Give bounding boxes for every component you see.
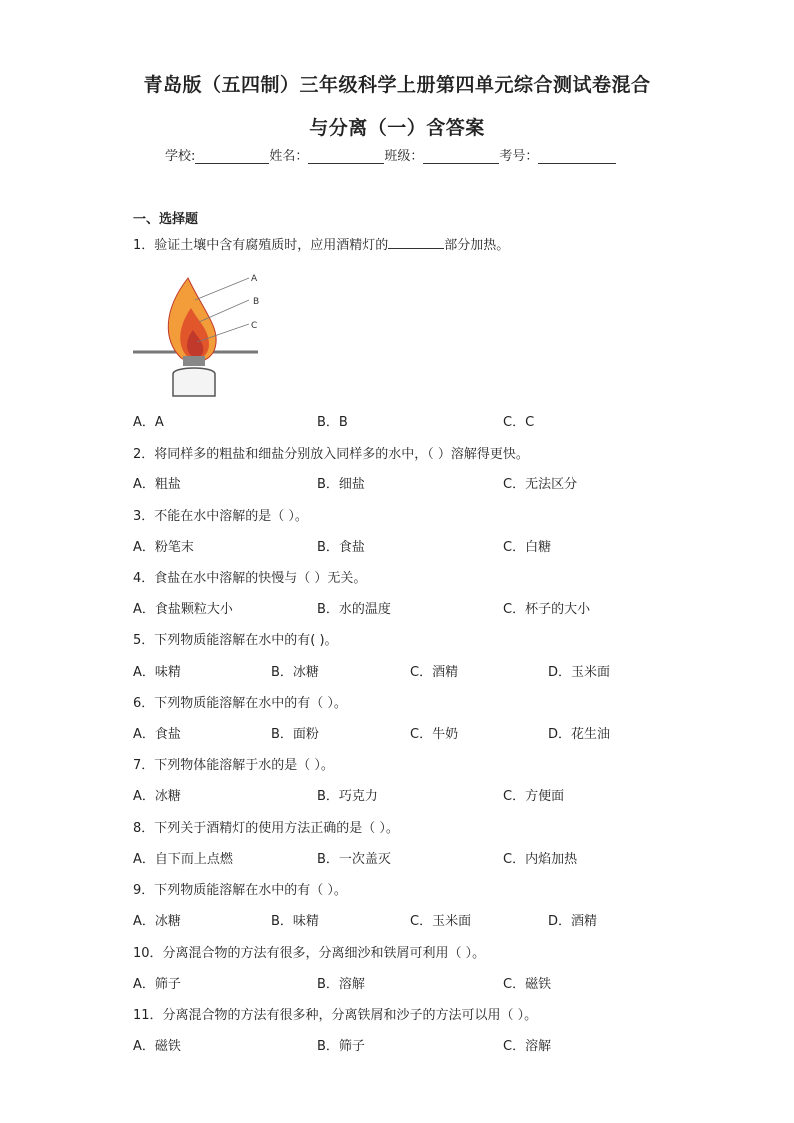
options-2	[133, 473, 733, 493]
option-c[interactable]: C．内焰加热	[503, 852, 578, 867]
option-a[interactable]: A．磁铁	[133, 1039, 181, 1054]
option-b[interactable]: B．味精	[271, 914, 319, 929]
class-label: 班级：	[384, 149, 424, 164]
flame-label-c: C	[251, 321, 258, 331]
option-a[interactable]: A．食盐	[133, 727, 181, 742]
name-label: 姓名：	[269, 149, 309, 164]
options-3	[133, 536, 733, 556]
question-2: 2．将同样多的粗盐和细盐分别放入同样多的水中，（ ）溶解得更快。	[133, 447, 529, 462]
pointer-line-b	[199, 300, 249, 322]
option-b[interactable]: B．面粉	[271, 727, 319, 742]
school-field[interactable]	[195, 149, 269, 164]
options-1	[133, 411, 733, 431]
options-6	[133, 723, 733, 743]
option-b[interactable]: B．B	[317, 415, 348, 430]
flame-label-a: A	[251, 274, 258, 284]
option-d[interactable]: D．酒精	[548, 914, 598, 929]
options-11	[133, 1035, 733, 1055]
option-a[interactable]: A．粗盐	[133, 477, 181, 492]
question-11: 11．分离混合物的方法有很多种，分离铁屑和沙子的方法可以用（ ）。	[133, 1008, 538, 1023]
number-label: 考号：	[499, 149, 539, 164]
question-5: 5．下列物质能溶解在水中的有( )。	[133, 633, 338, 648]
option-d[interactable]: D．花生油	[548, 727, 611, 742]
section-heading: 一、选择题	[133, 212, 199, 227]
option-c[interactable]: C．玉米面	[410, 914, 472, 929]
page-title-line2: 与分离（一）含答案	[309, 117, 485, 139]
option-b[interactable]: B．筛子	[317, 1039, 365, 1054]
option-a[interactable]: A．筛子	[133, 977, 181, 992]
options-10	[133, 973, 733, 993]
option-d[interactable]: D．玉米面	[548, 665, 611, 680]
page-title: 青岛版（五四制）三年级科学上册第四单元综合测试卷混合	[143, 74, 651, 96]
option-a[interactable]: A．冰糖	[133, 789, 181, 804]
options-7	[133, 785, 733, 805]
question-7: 7．下列物体能溶解于水的是（ ）。	[133, 758, 334, 773]
question-10: 10．分离混合物的方法有很多，分离细沙和铁屑可利用（ ）。	[133, 946, 486, 961]
option-b[interactable]: B．冰糖	[271, 665, 319, 680]
option-a[interactable]: A．自下而上点燃	[133, 852, 233, 867]
option-b[interactable]: B．水的温度	[317, 602, 391, 617]
option-c[interactable]: C．磁铁	[503, 977, 552, 992]
option-a[interactable]: A．食盐颗粒大小	[133, 602, 233, 617]
options-8	[133, 848, 733, 868]
options-9	[133, 910, 733, 930]
option-a[interactable]: A．粉笔末	[133, 540, 194, 555]
option-c[interactable]: C．无法区分	[503, 477, 578, 492]
option-c[interactable]: C．C	[503, 415, 535, 430]
question-3: 3．不能在水中溶解的是（ ）。	[133, 509, 308, 524]
question-6: 6．下列物质能溶解在水中的有（ ）。	[133, 696, 347, 711]
flame-label-b: B	[253, 297, 260, 307]
school-label: 学校:	[165, 149, 196, 164]
pointer-line-a	[195, 278, 249, 300]
alcohol-lamp-flame-figure	[133, 270, 263, 400]
question-9: 9．下列物质能溶解在水中的有（ ）。	[133, 883, 347, 898]
option-b[interactable]: B．细盐	[317, 477, 365, 492]
option-b[interactable]: B．溶解	[317, 977, 365, 992]
option-c[interactable]: C．方便面	[503, 789, 565, 804]
option-a[interactable]: A．味精	[133, 665, 181, 680]
name-field[interactable]	[308, 149, 384, 164]
options-5	[133, 661, 733, 681]
option-a[interactable]: A．A	[133, 415, 164, 430]
class-field[interactable]	[423, 149, 499, 164]
question-stem: 1．验证土壤中含有腐殖质时，应用酒精灯的	[133, 238, 389, 253]
option-c[interactable]: C．酒精	[410, 665, 459, 680]
student-info-line	[165, 145, 616, 164]
option-b[interactable]: B．食盐	[317, 540, 365, 555]
question-stem-end: 部分加热。	[444, 238, 510, 253]
option-b[interactable]: B．一次盖灭	[317, 852, 391, 867]
question-4: 4．食盐在水中溶解的快慢与（ ）无关。	[133, 571, 367, 586]
options-4	[133, 598, 733, 618]
question-1	[133, 234, 509, 253]
option-c[interactable]: C．白糖	[503, 540, 552, 555]
answer-blank[interactable]	[388, 236, 444, 249]
option-b[interactable]: B．巧克力	[317, 789, 378, 804]
option-a[interactable]: A．冰糖	[133, 914, 181, 929]
wick-holder	[183, 356, 205, 366]
option-c[interactable]: C．牛奶	[410, 727, 459, 742]
number-field[interactable]	[538, 149, 616, 164]
lamp-body	[173, 368, 215, 396]
option-c[interactable]: C．溶解	[503, 1039, 552, 1054]
question-8: 8．下列关于酒精灯的使用方法正确的是（ ）。	[133, 821, 399, 836]
option-c[interactable]: C．杯子的大小	[503, 602, 591, 617]
